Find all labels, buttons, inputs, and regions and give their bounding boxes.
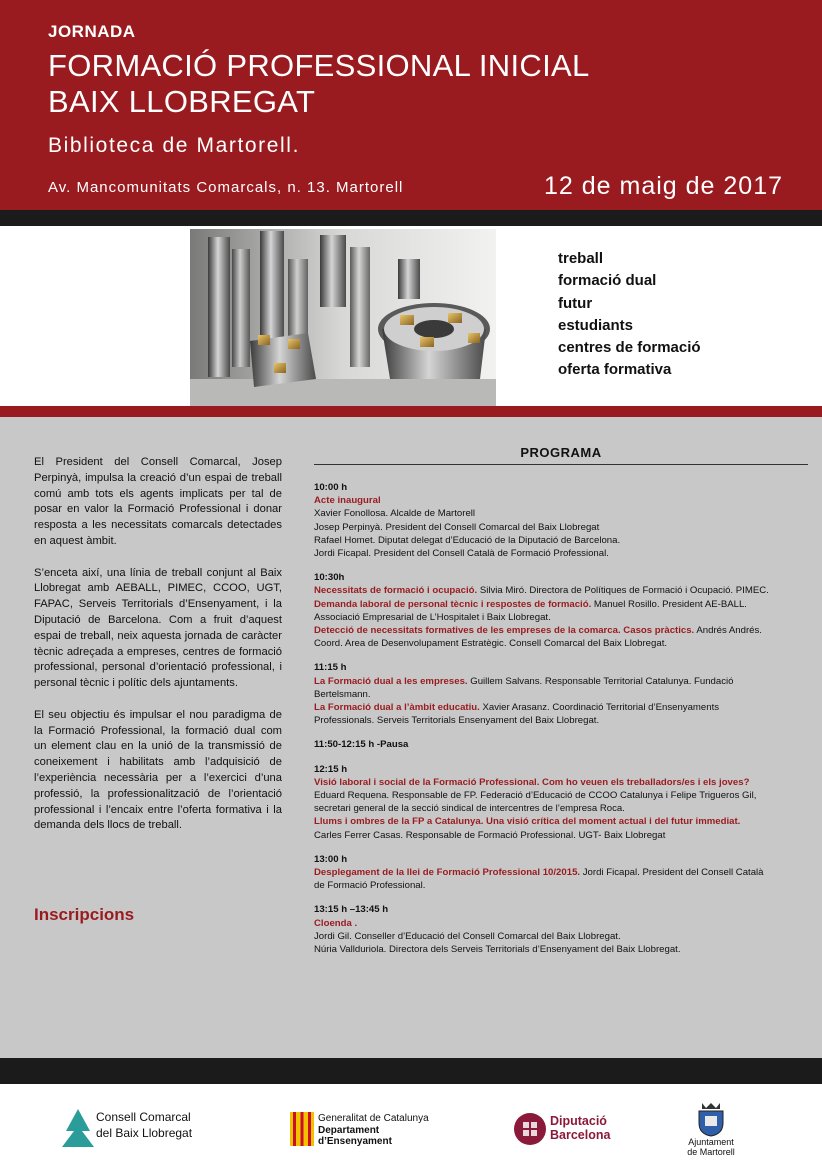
speaker: Manuel Rosillo. President AE-BALL. Associació Empresarial de L’Hospitalet i Baix Llobregat. — [314, 598, 747, 623]
session-title: Detecció de necessitats formatives de les empreses de la comarca — [314, 625, 618, 637]
session-title: La Formació dual a l’àmbit educatiu. — [314, 702, 480, 714]
ccbl-name-1: Consell Comarcal — [96, 1110, 191, 1124]
senyera-icon — [290, 1112, 314, 1146]
session-time: 10:30h — [314, 572, 345, 584]
speaker: Guillem Salvans. Responsable Territorial Catalunya. Fundació Bertelsmann. — [314, 675, 734, 700]
session-entry — [314, 866, 774, 892]
session-title: Llums i ombres de la FP a Catalunya. Una visió crítica del moment actual i del futur immediat. — [314, 816, 741, 828]
generalitat-dept-2: d’Ensenyament — [318, 1136, 392, 1147]
tree-icon — [60, 1107, 96, 1147]
session-title: Visió laboral i social de la Formació Professional. Com ho veuen els treballadors/es i els joves? — [314, 776, 750, 788]
intro-paragraph: El President del Consell Comarcal, Josep Perpinyà, impulsa la creació d’un espai de treball comú amb tots els agents implicats per tal de posar en valor la Formació Professional i donar resposta a les necessitats comarcals detectades en aquest àmbit. — [34, 456, 282, 547]
programme-divider — [314, 464, 808, 465]
keyword-item: futur — [558, 294, 593, 312]
programme-block — [314, 661, 774, 727]
programme-block — [314, 763, 774, 842]
event-date: 12 de maig de 2017 — [544, 172, 784, 200]
session-title: Acte inaugural — [314, 495, 381, 507]
programme-block — [314, 903, 774, 956]
session-title: La Formació dual a les empreses. — [314, 675, 468, 687]
session-title: Desplegament de la llei de Formació Professional 10/2015. — [314, 867, 581, 879]
speaker: Xavier Fonollosa. Alcalde de Martorell — [314, 508, 476, 520]
session-time: 11:15 h — [314, 662, 347, 674]
diputacio-name: Diputació — [550, 1114, 607, 1128]
speaker: Jordi Ficapal. President del Consell Català de Formació Professional. — [314, 548, 609, 560]
keyword-item: oferta formativa — [558, 361, 672, 379]
ccbl-name-2: del Baix Llobregat — [96, 1126, 193, 1140]
session-entry — [314, 584, 774, 597]
programme-block — [314, 481, 774, 560]
ajuntament-logo — [676, 1101, 746, 1157]
speaker: Josep Perpinyà. President del Consell Comarcal del Baix Llobregat — [314, 521, 600, 533]
intro-paragraph: S’enceta així, una línia de treball conjunt al Baix Llobregat amb AEBALL, PIMEC, CCOO, UGT, FAPAC, Serveis Territorials d’Ensenyament, i la Diputació de Barcelona. Com a fruit d’aquest espai de treball, neix aquesta jornada de caràcter tècnic adreçada a empreses, centres de formació professional, personal d’orientació professional, i personal tècnic i polític dels ajuntaments. — [34, 566, 282, 690]
session-title: Demanda laboral de personal tècnic i respostes de formació. — [314, 598, 592, 610]
keyword-item: estudiants — [558, 316, 634, 334]
speaker: Jordi Ficapal. President del Consell Català de Formació Professional. — [314, 867, 764, 892]
session-title: Necessitats de formació i ocupació. — [314, 585, 478, 597]
speaker: Rafael Homet. Diputat delegat d’Educació de la Diputació de Barcelona. — [314, 534, 621, 546]
intro-text — [34, 455, 282, 850]
diputacio-shield-icon — [514, 1113, 546, 1145]
session-time: 10:00 h — [314, 482, 348, 493]
title-line-1: FORMACIÓ PROFESSIONAL INICIAL — [48, 48, 590, 83]
session-entry — [314, 675, 774, 701]
diputacio-city: Barcelona — [550, 1128, 611, 1142]
session-entry — [314, 776, 774, 816]
machining-tools-photo — [190, 229, 496, 406]
session-entry — [314, 598, 774, 624]
keyword-item: centres de formació — [558, 339, 701, 357]
ajuntament-label: Ajuntament — [688, 1137, 734, 1147]
generalitat-name: Generalitat de Catalunya — [318, 1113, 429, 1124]
session-title: Cloenda . — [314, 917, 358, 929]
session-time: 12:15 h — [314, 763, 348, 775]
page-title — [48, 48, 590, 120]
speaker: Carles Ferrer Casas. Responsable de Formació Professional. UGT- Baix Llobregat — [314, 829, 666, 841]
break-time: 11:50-12:15 h -Pausa — [314, 739, 409, 751]
keyword-list — [558, 248, 701, 382]
programme-title: PROGRAMA — [520, 445, 602, 460]
speaker: Silvia Miró. Directora de Polítiques de Formació i Ocupació. PIMEC. — [477, 585, 769, 597]
speaker: Jordi Gil. Conseller d’Educació del Consell Comarcal del Baix Llobregat. — [314, 930, 621, 942]
dark-band-top — [0, 210, 822, 226]
martorell-crest-icon — [696, 1101, 726, 1137]
generalitat-dept: Departament — [318, 1125, 380, 1136]
programme-block — [314, 853, 774, 893]
event-label: JORNADA — [48, 22, 136, 41]
speaker: Eduard Requena. Responsable de FP. Federació d’Educació de CCOO Catalunya i Felipe Trigueros Gil, secretari general de la secció sindical de intercentres de l’empresa Roca. — [314, 790, 757, 815]
inscripcions-link[interactable]: Inscripcions — [34, 905, 135, 924]
address: Av. Mancomunitats Comarcals, n. 13. Martorell — [48, 179, 404, 196]
session-entry — [314, 701, 774, 727]
title-line-2: BAIX LLOBREGAT — [48, 84, 316, 119]
keyword-item: treball — [558, 250, 604, 267]
session-time: 13:15 h –13:45 h — [314, 904, 389, 916]
dark-band-bottom — [0, 1058, 822, 1084]
ajuntament-town: de Martorell — [687, 1147, 735, 1157]
keyword-item: formació dual — [558, 272, 657, 290]
speaker: Andrés Andrés. Coord. Area de Desenvolupament Estratègic. Consell Comarcal del Baix Llobregat. — [314, 625, 762, 650]
speaker: Núria Vallduriola. Directora dels Serveis Territorials d’Ensenyament del Baix Llobregat. — [314, 944, 681, 956]
session-entry — [314, 624, 774, 650]
programme-block — [314, 571, 774, 650]
programme — [314, 481, 774, 967]
header-banner — [0, 0, 822, 210]
session-time: 13:00 h — [314, 853, 348, 865]
session-title-suffix: . Casos pràctics. — [617, 625, 695, 637]
venue: Biblioteca de Martorell. — [48, 134, 300, 157]
speaker: Xavier Arasanz. Coordinació Territorial d’Ensenyaments Professionals. Serveis Territorials Ensenyament del Baix Llobregat. — [314, 702, 720, 727]
intro-paragraph: El seu objectiu és impulsar el nou paradigma de la Formació Professional, la formació dual com un element clau en la unió de la transmissió de coneixement i habilitats amb l’adquisició de l’experiència necessària per a l’exercici d’una professió, la professionalització de l’orientació professional i l’encaix entre l’oferta formativa i la demanda dels llocs de treball. — [34, 708, 282, 832]
red-separator — [0, 406, 822, 417]
